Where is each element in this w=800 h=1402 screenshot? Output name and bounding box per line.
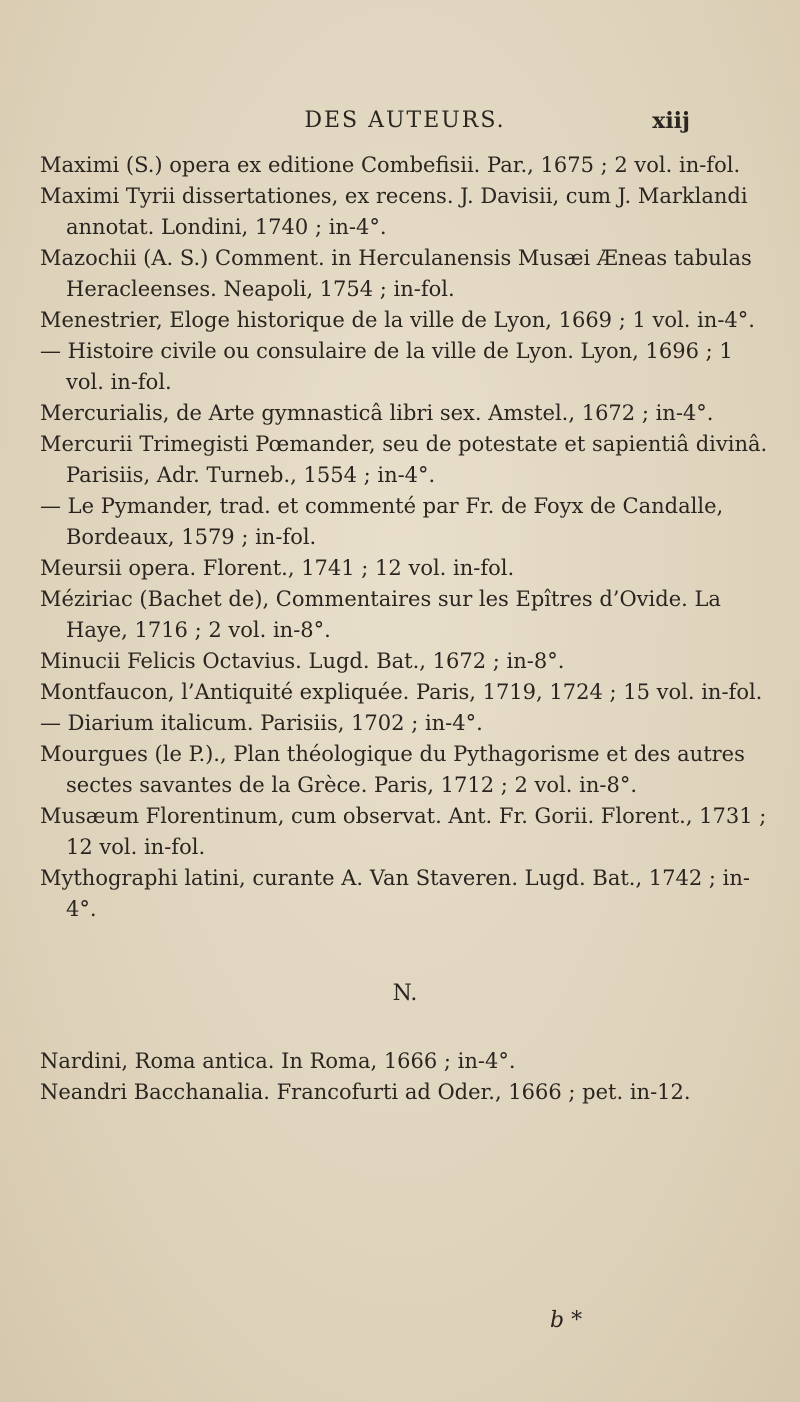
- page-header: [120, 108, 690, 144]
- bibliography-entry: Mazochii (A. S.) Comment. in Herculanensis Musæi Æneas tabulas Heracleenses. Neapoli, 1754 ; in-fol.: [40, 246, 752, 301]
- bibliography-entry: Mercurii Trimegisti Pœmander, seu de potestate et sapientiâ divinâ. Parisiis, Adr. Turneb., 1554 ; in-4°.: [40, 432, 768, 487]
- bibliography-entry: — Histoire civile ou consulaire de la ville de Lyon. Lyon, 1696 ; 1 vol. in-fol.: [40, 339, 733, 394]
- bibliography-entry: Meursii opera. Florent., 1741 ; 12 vol. in-fol.: [40, 556, 515, 580]
- running-title: DES AUTEURS.: [304, 108, 506, 133]
- bibliography-entry: Méziriac (Bachet de), Commentaires sur les Epîtres d’Ovide. La Haye, 1716 ; 2 vol. in-8°.: [40, 587, 721, 642]
- signature-mark: b *: [550, 1308, 583, 1333]
- bibliography-entry: Montfaucon, l’Antiquité expliquée. Paris, 1719, 1724 ; 15 vol. in-fol.: [40, 680, 763, 704]
- bibliography-entry: Menestrier, Eloge historique de la ville de Lyon, 1669 ; 1 vol. in-4°.: [40, 308, 755, 332]
- page-number: xiij: [652, 108, 690, 134]
- bibliography-entry: Mourgues (le P.)., Plan théologique du Pythagorisme et des autres sectes savantes de la Grèce. Paris, 1712 ; 2 vol. in-8°.: [40, 742, 745, 797]
- bibliography-entry: Mercurialis, de Arte gymnasticâ libri sex. Amstel., 1672 ; in-4°.: [40, 401, 714, 425]
- bibliography-entry: Musæum Florentinum, cum observat. Ant. Fr. Gorii. Florent., 1731 ; 12 vol. in-fol.: [40, 804, 767, 859]
- bibliography-entry: Minucii Felicis Octavius. Lugd. Bat., 1672 ; in-8°.: [40, 649, 565, 673]
- bibliography-list: [40, 150, 770, 1108]
- bibliography-entry: Nardini, Roma antica. In Roma, 1666 ; in-4°.: [40, 1049, 516, 1073]
- section-letter: N.: [392, 981, 418, 1006]
- bibliography-entry: Mythographi latini, curante A. Van Staveren. Lugd. Bat., 1742 ; in-4°.: [40, 866, 751, 921]
- bibliography-entry: Maximi (S.) opera ex editione Combefisii. Par., 1675 ; 2 vol. in-fol.: [40, 153, 741, 177]
- bibliography-entry: Maximi Tyrii dissertationes, ex recens. J. Davisii, cum J. Marklandi annotat. Londini, 1740 ; in-4°.: [40, 184, 748, 239]
- bibliography-entry: — Diarium italicum. Parisiis, 1702 ; in-4°.: [40, 711, 483, 735]
- bibliography-entry: — Le Pymander, trad. et commenté par Fr. de Foyx de Candalle, Bordeaux, 1579 ; in-fol.: [40, 494, 724, 549]
- bibliography-entry: Neandri Bacchanalia. Francofurti ad Oder., 1666 ; pet. in-12.: [40, 1080, 691, 1104]
